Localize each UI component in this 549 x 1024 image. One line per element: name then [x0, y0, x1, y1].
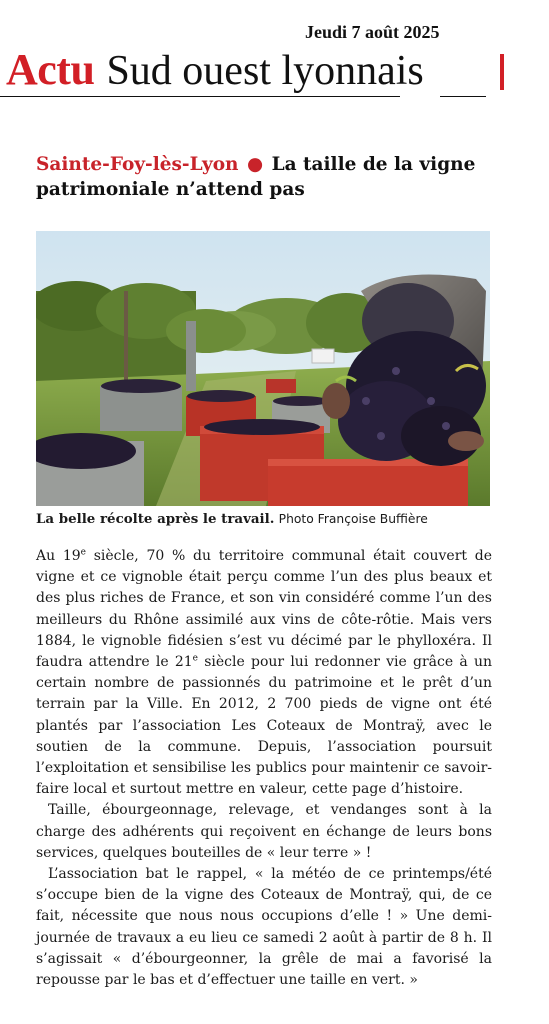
paragraph-3: L’association bat le rappel, « la météo de ce printemps/été s’occupe bien de la vigne des Coteaux de Montraÿ, qui, de ce fait, nécessite que nous nous occupions d’elle ! » Une demi-journée de travaux a eu lieu ce samedi 2 août à partir de 8 h. Il s’agissait « d’ébourgeonner, la grêle de mai a favorisé la repousse par le bas et d’effectuer une taille en vert. » [36, 866, 492, 989]
article-title: La taille de la vigne patrimoniale n’attend pas [36, 154, 476, 200]
date-line: Jeudi 7 août 2025 [305, 22, 440, 42]
photo-caption [36, 510, 506, 529]
bullet-icon: ● [246, 154, 264, 175]
paragraph-1-part-b: siècle, 70 % du territoire communal était couvert de vigne et ce vignoble était perçu comme l’un des plus beaux et des plus riches de France, et son vin considéré comme l’un des meilleurs du Rhône assimilé aux vins de côte-rôtie. Mais vers 1884, le vignoble fidésien s’est vu décimé par le phylloxéra. Il faudra attendre le 21 [36, 548, 492, 671]
brand-logo: Actu [6, 45, 95, 94]
article-photo [36, 231, 490, 506]
superscript: e [192, 653, 198, 664]
paragraph-1-part-a: Au 19 [36, 548, 81, 564]
paragraph-2: Taille, ébourgeonnage, relevage, et vendanges sont à la charge des adhérents qui reçoivent en échange de leurs bons services, quelques bouteilles de « leur terre » ! [36, 802, 492, 861]
article-place: Sainte-Foy-lès-Lyon [36, 154, 239, 175]
masthead-accent-bar [500, 54, 504, 90]
paragraph-1 [36, 546, 492, 800]
photo-credit: Photo Françoise Buffière [278, 512, 428, 526]
paragraph-1-part-c: siècle pour lui redonner vie grâce à un certain nombre de passionnés du patrimoine et le prêt d’un terrain par la Ville. En 2012, 2 700 pieds de vigne ont été plantés par l’association Les Coteaux de Montraÿ, avec le soutien de la commune. Depuis, l’association poursuit l’exploitation et sensibilise les publics pour maintenir ce savoir-faire local et surtout mettre en valeur, cette page d’histoire. [36, 654, 492, 798]
header-divider-right [440, 96, 486, 97]
masthead [6, 44, 424, 96]
article-body [36, 546, 492, 991]
superscript: e [80, 547, 86, 558]
article-headline [36, 152, 506, 202]
vineyard-harvest-photo [36, 231, 490, 506]
section-title: Sud ouest lyonnais [106, 48, 424, 94]
caption-text: La belle récolte après le travail. [36, 511, 275, 527]
header-divider [0, 96, 400, 97]
